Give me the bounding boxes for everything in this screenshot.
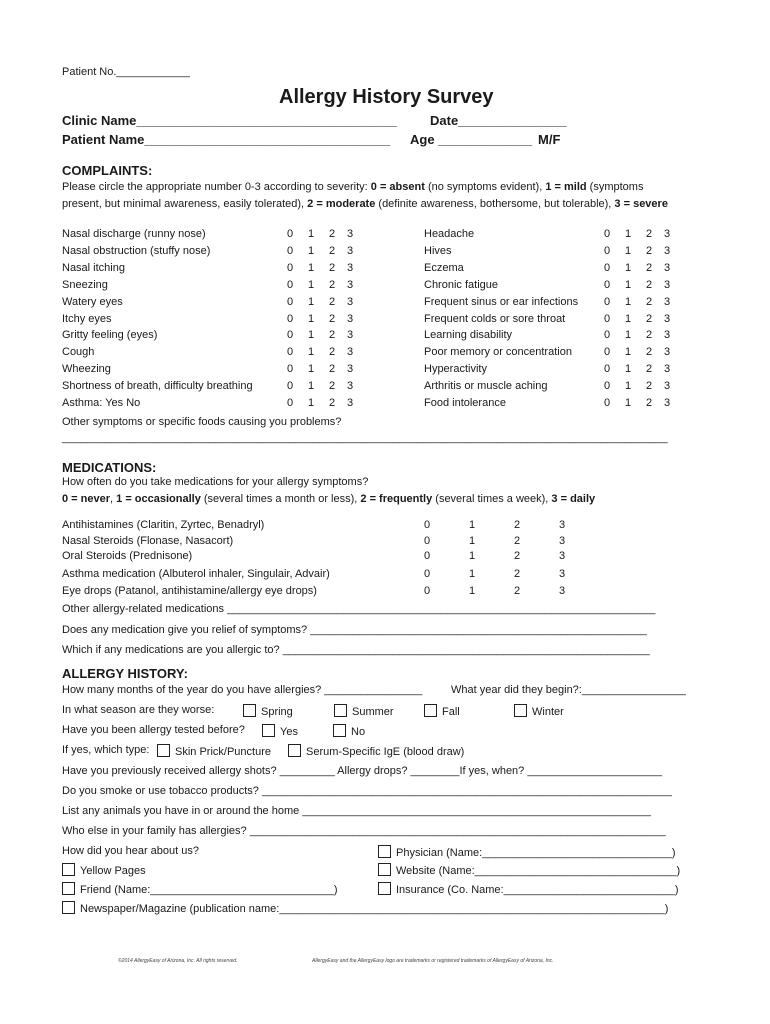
severity-option[interactable]: 1: [624, 244, 632, 257]
severity-option[interactable]: 3: [346, 380, 354, 393]
complaint-label-right: Learning disability: [424, 329, 513, 342]
severity-option[interactable]: 1: [624, 329, 632, 342]
tested-no-checkbox[interactable]: [333, 724, 365, 738]
checkbox-icon[interactable]: [62, 901, 75, 914]
frequency-option[interactable]: 0: [423, 535, 431, 547]
frequency-option[interactable]: 2: [513, 550, 521, 562]
severity-option[interactable]: 1: [307, 312, 315, 325]
severity-option[interactable]: 2: [328, 363, 336, 376]
medication-label: Oral Steroids (Prednisone): [62, 550, 193, 562]
physician-checkbox[interactable]: [378, 845, 676, 859]
complaint-label-right: Chronic fatigue: [424, 278, 498, 291]
severity-option[interactable]: 2: [645, 295, 653, 308]
severity-option[interactable]: 2: [645, 312, 653, 325]
severity-option[interactable]: 0: [286, 244, 294, 257]
serum-ige-checkbox[interactable]: [288, 744, 464, 758]
tested-no-label: No: [351, 726, 366, 738]
checkbox-icon[interactable]: [262, 724, 275, 737]
severity-option[interactable]: 3: [663, 397, 671, 409]
patient-name-field[interactable]: Patient Name__________________________________: [62, 132, 391, 147]
severity-option[interactable]: 0: [603, 397, 611, 409]
serum-ige-label: Serum-Specific IgE (blood draw): [306, 746, 465, 758]
checkbox-icon[interactable]: [333, 724, 346, 737]
severity-option[interactable]: 2: [645, 329, 653, 342]
season-summer-checkbox[interactable]: [334, 704, 394, 718]
tobacco-field[interactable]: Do you smoke or use tobacco products? ___________________________________________________________________: [62, 785, 672, 797]
complaint-label-left: Watery eyes: [62, 295, 123, 308]
frequency-option[interactable]: 2: [513, 568, 521, 580]
severity-option[interactable]: 1: [307, 363, 315, 376]
severity-option[interactable]: 0: [286, 380, 294, 393]
referral-question: How did you hear about us?: [62, 845, 199, 857]
frequency-option[interactable]: 0: [423, 585, 431, 597]
severity-option[interactable]: 0: [286, 346, 294, 359]
severity-option[interactable]: 1: [307, 397, 315, 409]
severity-option[interactable]: 0: [603, 228, 611, 240]
severity-option[interactable]: 3: [663, 244, 671, 257]
checkbox-icon[interactable]: [378, 882, 391, 895]
severity-option[interactable]: 3: [663, 346, 671, 359]
complaint-label-right: Arthritis or muscle aching: [424, 380, 548, 393]
severity-option[interactable]: 3: [663, 295, 671, 308]
checkbox-icon[interactable]: [514, 704, 527, 717]
severity-option[interactable]: 3: [346, 244, 354, 257]
tested-yes-label: Yes: [280, 726, 298, 738]
medication-label: Asthma medication (Albuterol inhaler, Singulair, Advair): [62, 568, 330, 580]
checkbox-icon[interactable]: [378, 845, 391, 858]
severity-option[interactable]: 1: [307, 329, 315, 342]
severity-option[interactable]: 0: [603, 363, 611, 376]
complaint-label-right: Hyperactivity: [424, 363, 487, 376]
medication-relief-field[interactable]: Does any medication give you relief of symptoms? _______________________________________________________: [62, 624, 647, 636]
severity-option[interactable]: 2: [328, 278, 336, 291]
sex-field[interactable]: M/F: [538, 132, 561, 147]
medication-allergies-field[interactable]: Which if any medications are you allergic to? ____________________________________________________________: [62, 644, 650, 656]
severity-option[interactable]: 1: [307, 380, 315, 393]
patient-number-field[interactable]: Patient No.____________: [62, 66, 190, 78]
complaints-heading: COMPLAINTS:: [62, 163, 153, 178]
checkbox-icon[interactable]: [334, 704, 347, 717]
copyright-notice: ©2014 AllergyEasy of Arizona, Inc. All rights reserved.: [118, 958, 238, 964]
complaint-label-left: Nasal discharge (runny nose): [62, 228, 206, 240]
complaint-label-right: Frequent sinus or ear infections: [424, 295, 579, 308]
severity-option[interactable]: 3: [346, 346, 354, 359]
friend-checkbox[interactable]: [62, 882, 338, 896]
severity-option[interactable]: 3: [663, 278, 671, 291]
medication-label: Antihistamines (Claritin, Zyrtec, Benadryl): [62, 519, 265, 531]
checkbox-icon[interactable]: [288, 744, 301, 757]
season-winter-label: Winter: [532, 706, 564, 718]
checkbox-icon[interactable]: [157, 744, 170, 757]
severity-option[interactable]: 0: [286, 261, 294, 274]
allergy-history-heading: ALLERGY HISTORY:: [62, 666, 188, 681]
allergy-shots-field[interactable]: Have you previously received allergy shots? _________ Allergy drops? ________If yes, when? ______________________: [62, 765, 662, 777]
frequency-option[interactable]: 3: [558, 568, 566, 580]
severity-option[interactable]: 3: [663, 363, 671, 376]
tested-question: Have you been allergy tested before?: [62, 724, 245, 736]
severity-option[interactable]: 2: [645, 380, 653, 393]
complaint-label-right: Eczema: [424, 261, 464, 274]
other-symptoms-question: Other symptoms or specific foods causing you problems?: [62, 416, 342, 428]
severity-option[interactable]: 2: [328, 261, 336, 274]
severity-option[interactable]: 1: [307, 261, 315, 274]
frequency-option[interactable]: 2: [513, 519, 521, 531]
severity-option[interactable]: 2: [328, 346, 336, 359]
website-checkbox[interactable]: [378, 863, 680, 877]
frequency-option[interactable]: 3: [558, 585, 566, 597]
severity-option[interactable]: 1: [307, 295, 315, 308]
other-medications-field[interactable]: Other allergy-related medications ______________________________________________________________________: [62, 603, 656, 615]
animals-field[interactable]: List any animals you have in or around the home _________________________________________________________: [62, 805, 652, 817]
complaint-label-left: Sneezing: [62, 278, 108, 291]
severity-option[interactable]: 1: [624, 380, 632, 393]
severity-option[interactable]: 1: [624, 295, 632, 308]
severity-option[interactable]: 0: [286, 295, 294, 308]
severity-option[interactable]: 3: [663, 380, 671, 393]
complaint-label-left: Asthma: Yes No: [62, 397, 141, 409]
season-winter-checkbox[interactable]: [514, 704, 564, 718]
severity-option[interactable]: 3: [346, 295, 354, 308]
medication-label: Nasal Steroids (Flonase, Nasacort): [62, 535, 234, 547]
severity-option[interactable]: 3: [346, 363, 354, 376]
severity-option[interactable]: 3: [346, 397, 354, 409]
severity-option[interactable]: 2: [645, 278, 653, 291]
newspaper-label: Newspaper/Magazine (publication name:_______________________________________________________________): [80, 903, 669, 915]
frequency-option[interactable]: 1: [468, 519, 476, 531]
age-field[interactable]: Age _____________: [410, 132, 533, 147]
medications-question: How often do you take medications for your allergy symptoms?: [62, 476, 369, 488]
complaint-label-right: Hives: [424, 244, 452, 257]
checkbox-icon[interactable]: [424, 704, 437, 717]
severity-option[interactable]: 2: [645, 261, 653, 274]
severity-option[interactable]: 0: [286, 329, 294, 342]
other-symptoms-line[interactable]: ___________________________________________________________________________________________________: [62, 432, 668, 444]
severity-option[interactable]: 2: [645, 228, 653, 240]
severity-option[interactable]: 2: [328, 380, 336, 393]
frequency-option[interactable]: 0: [423, 568, 431, 580]
severity-option[interactable]: 0: [603, 295, 611, 308]
severity-option[interactable]: 0: [603, 244, 611, 257]
severity-option[interactable]: 2: [328, 295, 336, 308]
severity-option[interactable]: 2: [328, 228, 336, 240]
complaint-label-right: Food intolerance: [424, 397, 506, 409]
family-allergies-field[interactable]: Who else in your family has allergies? ____________________________________________________________________: [62, 825, 666, 837]
severity-option[interactable]: 2: [328, 329, 336, 342]
severity-option[interactable]: 1: [307, 278, 315, 291]
checkbox-icon[interactable]: [62, 882, 75, 895]
complaint-label-left: Wheezing: [62, 363, 111, 376]
severity-option[interactable]: 3: [663, 228, 671, 240]
medication-label: Eye drops (Patanol, antihistamine/allergy eye drops): [62, 585, 317, 597]
insurance-checkbox[interactable]: [378, 882, 679, 896]
frequency-option[interactable]: 2: [513, 585, 521, 597]
severity-option[interactable]: 0: [603, 329, 611, 342]
frequency-option[interactable]: 3: [558, 550, 566, 562]
season-spring-checkbox[interactable]: [243, 704, 293, 718]
severity-option[interactable]: 2: [645, 397, 653, 409]
severity-option[interactable]: 1: [624, 397, 632, 409]
severity-option[interactable]: 3: [663, 312, 671, 325]
frequency-option[interactable]: 0: [423, 519, 431, 531]
severity-option[interactable]: 1: [624, 312, 632, 325]
severity-option[interactable]: 0: [603, 380, 611, 393]
season-fall-checkbox[interactable]: [424, 704, 460, 718]
physician-label: Physician (Name:_______________________________): [396, 847, 676, 859]
yellow-pages-label: Yellow Pages: [80, 865, 146, 877]
frequency-option[interactable]: 2: [513, 535, 521, 547]
season-summer-label: Summer: [352, 706, 394, 718]
severity-option[interactable]: 3: [346, 312, 354, 325]
severity-option[interactable]: 3: [346, 261, 354, 274]
complaint-label-left: Gritty feeling (eyes): [62, 329, 158, 342]
complaint-label-left: Nasal itching: [62, 261, 125, 274]
date-field[interactable]: Date_______________: [430, 113, 567, 128]
season-fall-label: Fall: [442, 706, 460, 718]
severity-option[interactable]: 1: [624, 228, 632, 240]
complaint-label-left: Shortness of breath, difficulty breathing: [62, 380, 253, 393]
severity-option[interactable]: 1: [307, 346, 315, 359]
complaint-label-right: Poor memory or concentration: [424, 346, 572, 359]
medications-heading: MEDICATIONS:: [62, 460, 157, 475]
severity-option[interactable]: 0: [286, 363, 294, 376]
severity-option[interactable]: 1: [624, 363, 632, 376]
severity-option[interactable]: 0: [286, 397, 294, 409]
website-label: Website (Name:_________________________________): [396, 865, 681, 877]
severity-option[interactable]: 3: [663, 329, 671, 342]
severity-option[interactable]: 0: [286, 278, 294, 291]
frequency-option[interactable]: 1: [468, 568, 476, 580]
severity-option[interactable]: 0: [286, 312, 294, 325]
insurance-label: Insurance (Co. Name:____________________________): [396, 884, 679, 896]
complaints-instructions-line2: present, but minimal awareness, easily tolerated), 2 = moderate (definite awareness, bothersome, but tolerable), 3 = severe: [62, 198, 668, 210]
complaint-label-left: Cough: [62, 346, 95, 359]
severity-option[interactable]: 2: [645, 346, 653, 359]
page-title: Allergy History Survey: [279, 86, 494, 108]
frequency-option[interactable]: 0: [423, 550, 431, 562]
severity-option[interactable]: 0: [603, 312, 611, 325]
season-spring-label: Spring: [261, 706, 293, 718]
severity-option[interactable]: 3: [346, 329, 354, 342]
complaint-label-left: Itchy eyes: [62, 312, 112, 325]
allergy-months-field[interactable]: How many months of the year do you have allergies? ________________: [62, 684, 423, 696]
skin-prick-label: Skin Prick/Puncture: [175, 746, 271, 758]
complaint-label-left: Nasal obstruction (stuffy nose): [62, 244, 211, 257]
allergy-begin-year-field[interactable]: What year did they begin?:_________________: [451, 684, 686, 696]
frequency-option[interactable]: 3: [558, 535, 566, 547]
frequency-option[interactable]: 1: [468, 550, 476, 562]
severity-option[interactable]: 0: [603, 346, 611, 359]
frequency-option[interactable]: 3: [558, 519, 566, 531]
severity-option[interactable]: 1: [624, 261, 632, 274]
test-type-question: If yes, which type:: [62, 744, 150, 756]
yellow-pages-checkbox[interactable]: [62, 863, 146, 877]
friend-label: Friend (Name:______________________________): [80, 884, 338, 896]
severity-option[interactable]: 3: [663, 261, 671, 274]
severity-option[interactable]: 1: [624, 346, 632, 359]
newspaper-checkbox[interactable]: [62, 901, 668, 915]
complaint-label-right: Headache: [424, 228, 475, 240]
frequency-option[interactable]: 1: [468, 585, 476, 597]
severity-option[interactable]: 0: [603, 278, 611, 291]
severity-option[interactable]: 0: [286, 228, 294, 240]
clinic-name-field[interactable]: Clinic Name____________________________________: [62, 113, 397, 128]
severity-option[interactable]: 1: [624, 278, 632, 291]
medications-scale: 0 = never, 1 = occasionally (several times a month or less), 2 = frequently (several times a week), 3 = daily: [62, 493, 596, 505]
checkbox-icon[interactable]: [378, 863, 391, 876]
checkbox-icon[interactable]: [62, 863, 75, 876]
severity-option[interactable]: 1: [307, 228, 315, 240]
severity-option[interactable]: 3: [346, 228, 354, 240]
severity-option[interactable]: 2: [645, 363, 653, 376]
severity-option[interactable]: 2: [328, 397, 336, 409]
severity-option[interactable]: 3: [346, 278, 354, 291]
severity-option[interactable]: 2: [328, 244, 336, 257]
severity-option[interactable]: 2: [328, 312, 336, 325]
frequency-option[interactable]: 1: [468, 535, 476, 547]
skin-prick-checkbox[interactable]: [157, 744, 271, 758]
season-question: In what season are they worse:: [62, 704, 215, 716]
checkbox-icon[interactable]: [243, 704, 256, 717]
severity-option[interactable]: 1: [307, 244, 315, 257]
tested-yes-checkbox[interactable]: [262, 724, 298, 738]
complaint-label-right: Frequent colds or sore throat: [424, 312, 566, 325]
trademark-notice: AllergyEasy and the AllergyEasy logo are trademarks or registered trademarks of AllergyEasy of Arizona, Inc.: [312, 958, 554, 964]
severity-option[interactable]: 0: [603, 261, 611, 274]
complaints-instructions-line1: Please circle the appropriate number 0-3 according to severity: 0 = absent (no symptoms evident), 1 = mild (symptoms: [62, 181, 644, 193]
severity-option[interactable]: 2: [645, 244, 653, 257]
